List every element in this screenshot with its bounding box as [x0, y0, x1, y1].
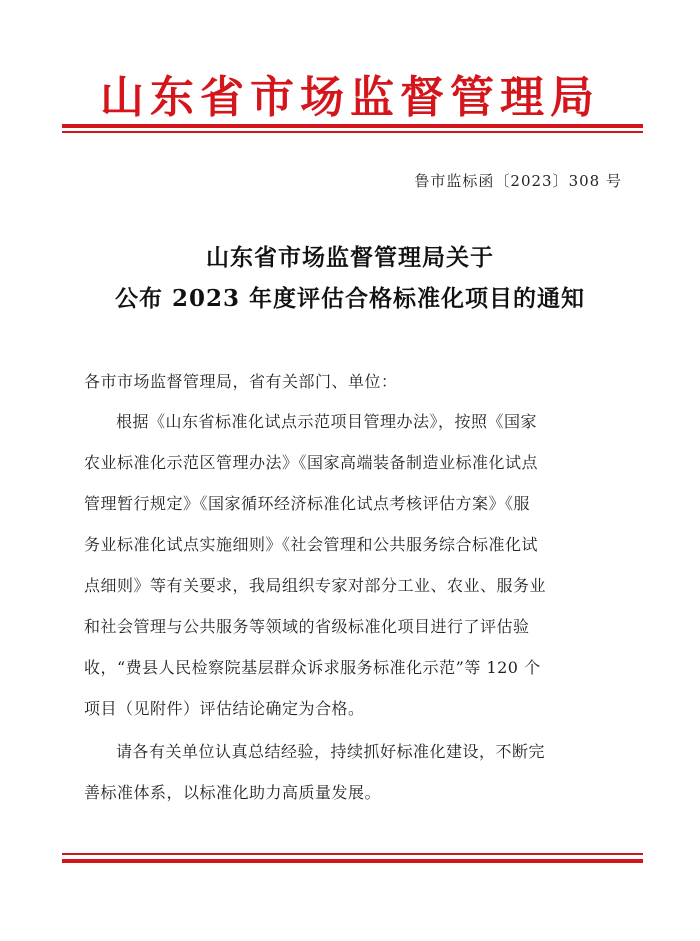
- body-line: 务业标准化试点实施细则》《社会管理和公共服务综合标准化试: [84, 535, 539, 554]
- notice-title-line-2: 公布 2023 年度评估合格标准化项目的通知: [114, 285, 586, 312]
- body-line: 善标准体系，以标准化助力高质量发展。: [84, 783, 382, 802]
- salutation: 各市市场监督管理局，省有关部门、单位：: [84, 372, 398, 391]
- header-rule-thick: [62, 124, 643, 128]
- body-line: 请各有关单位认真总结经验，持续抓好标准化建设，不断完: [116, 742, 546, 761]
- body-line: 和社会管理与公共服务等领域的省级标准化项目进行了评估验: [84, 617, 530, 636]
- body-line: 管理暂行规定》《国家循环经济标准化试点考核评估方案》《服: [84, 494, 531, 513]
- footer-rule-thick: [62, 859, 643, 863]
- body-line: 收，“费县人民检察院基层群众诉求服务标准化示范”等 120 个: [84, 658, 541, 677]
- agency-header-title: 山东省市场监督管理局: [100, 72, 600, 123]
- body-line: 项目（见附件）评估结论确定为合格。: [84, 699, 365, 718]
- body-line: 点细则》等有关要求，我局组织专家对部分工业、农业、服务业: [84, 576, 547, 595]
- footer-rule-thin: [62, 853, 643, 855]
- body-line: 农业标准化示范区管理办法》《国家高端装备制造业标准化试点: [84, 453, 539, 472]
- header-rule-thin: [62, 131, 643, 133]
- document-number: 鲁市监标函〔2023〕308 号: [414, 172, 622, 190]
- body-line: 根据《山东省标准化试点示范项目管理办法》，按照《国家: [116, 412, 538, 431]
- notice-title-line-1: 山东省市场监督管理局关于: [206, 244, 494, 271]
